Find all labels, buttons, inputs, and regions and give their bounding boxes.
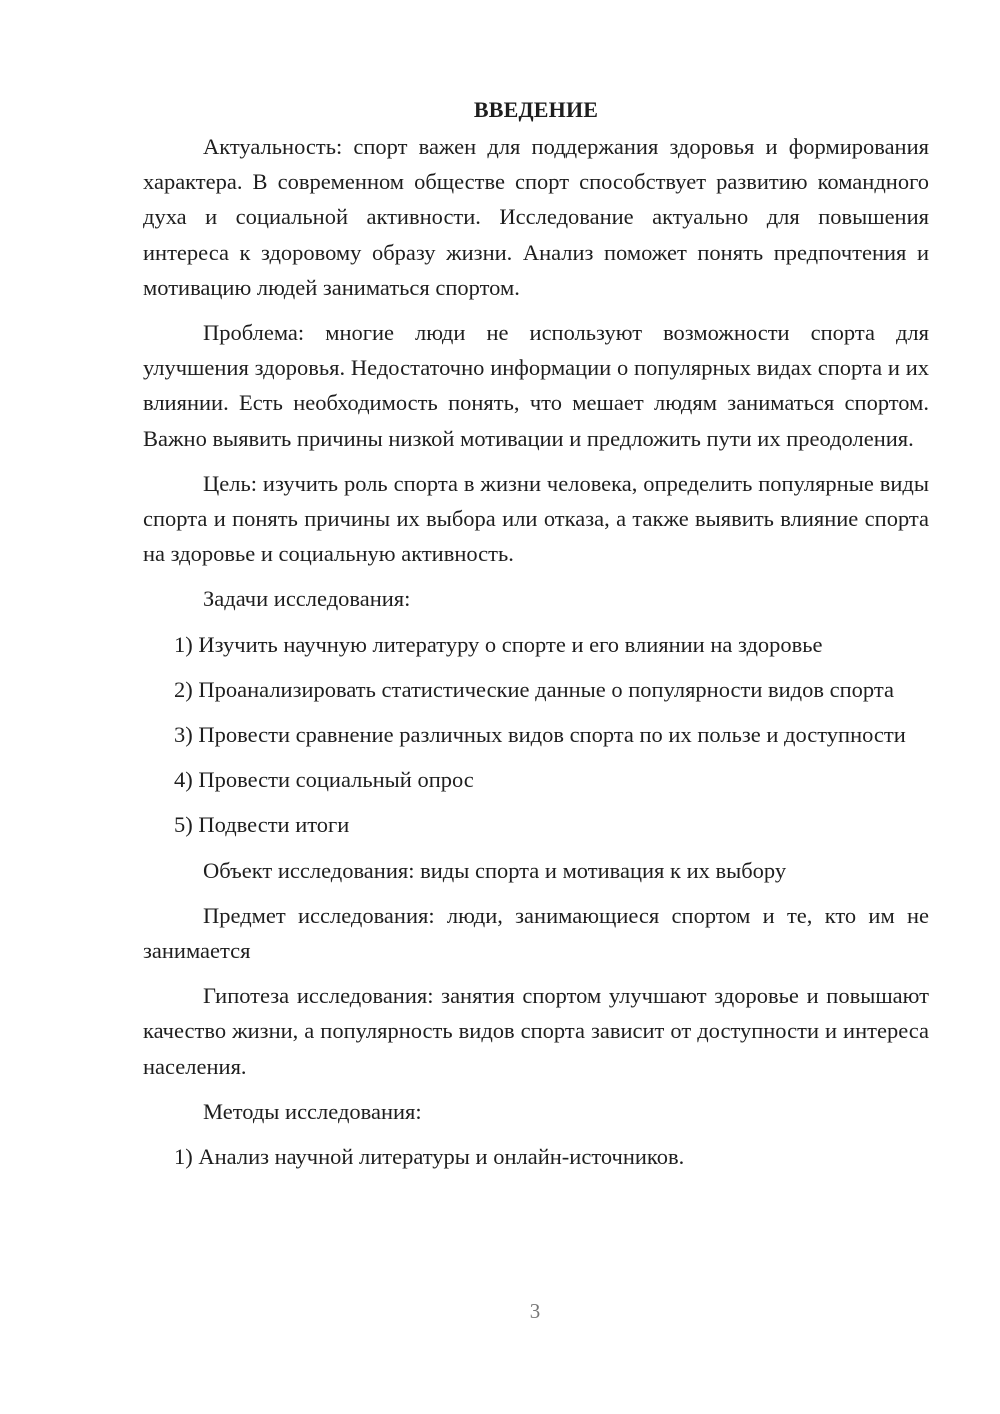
relevance-paragraph: Актуальность: спорт важен для поддержания здоровья и формирования характера. В современном обществе спорт способствует развитию командного духа и социальной активности. Исследование актуально для повышения интереса к здоровому образу жизни. Анализ поможет понять предпочтения и мотивацию людей заниматься спортом. bbox=[143, 134, 929, 300]
task-item: 1) Изучить научную литературу о спорте и его влиянии на здоровье bbox=[174, 631, 823, 657]
task-item: 2) Проанализировать статистические данные о популярности видов спорта bbox=[174, 676, 894, 702]
methods-heading: Методы исследования: bbox=[203, 1098, 422, 1124]
subject-paragraph: Предмет исследования: люди, занимающиеся спортом и те, кто им не занимается bbox=[143, 902, 929, 964]
problem-paragraph: Проблема: многие люди не используют возможности спорта для улучшения здоровья. Недостаточно информации о популярных видах спорта и их влиянии. Есть необходимость понять, что мешает людям заниматься спортом. Важно выявить причины низкой мотивации и предложить пути их преодоления. bbox=[143, 320, 929, 451]
task-item: 3) Провести сравнение различных видов спорта по их пользе и доступности bbox=[174, 722, 906, 748]
method-item: 1) Анализ научной литературы и онлайн-источников. bbox=[174, 1144, 685, 1170]
goal-paragraph: Цель: изучить роль спорта в жизни человека, определить популярные виды спорта и понять причины их выбора или отказа, а также выявить влияние спорта на здоровье и социальную активность. bbox=[143, 470, 929, 567]
hypothesis-paragraph: Гипотеза исследования: занятия спортом улучшают здоровье и повышают качество жизни, а популярность видов спорта зависит от доступности и интереса населения. bbox=[143, 983, 929, 1079]
page-number: 3 bbox=[529, 1299, 541, 1323]
task-item: 5) Подвести итоги bbox=[174, 812, 350, 838]
object-paragraph: Объект исследования: виды спорта и мотивация к их выбору bbox=[203, 857, 787, 883]
section-title: ВВЕДЕНИЕ bbox=[473, 97, 599, 122]
task-item: 4) Провести социальный опрос bbox=[174, 767, 474, 793]
tasks-heading: Задачи исследования: bbox=[203, 586, 411, 612]
document-page bbox=[143, 92, 929, 1184]
